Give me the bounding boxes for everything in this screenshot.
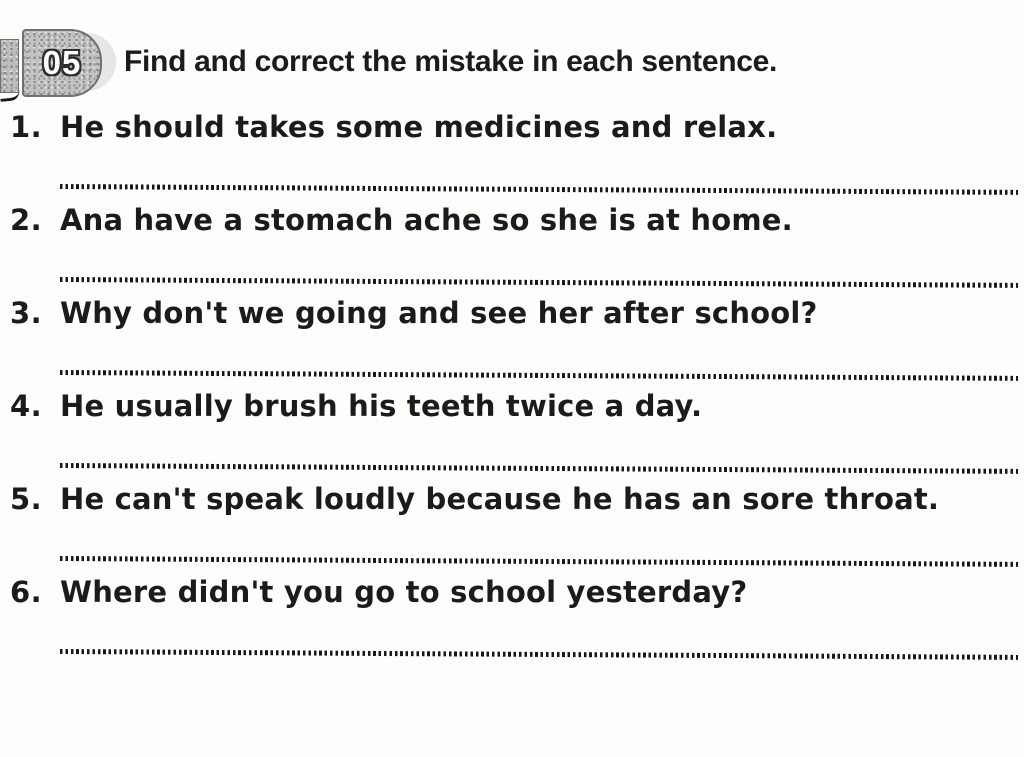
question-number: 1.	[10, 110, 43, 144]
sentence-row	[0, 110, 1024, 158]
sentence-row	[0, 575, 1024, 623]
exercise-item	[0, 482, 1024, 561]
exercise-list	[0, 110, 1024, 654]
question-sentence: Why don't we going and see her after school?	[60, 296, 818, 330]
question-number: 3.	[10, 296, 43, 330]
sentence-row	[0, 389, 1024, 437]
answer-blank-line	[60, 556, 1018, 567]
answer-blank-line	[60, 649, 1018, 660]
question-sentence: He should takes some medicines and relax.	[60, 110, 778, 144]
answer-blank-line	[60, 463, 1018, 474]
sentence-row	[0, 296, 1024, 344]
exercise-header	[0, 0, 1024, 94]
sentence-row	[0, 203, 1024, 251]
exercise-title: Find and correct the mistake in each sentence.	[124, 45, 778, 78]
answer-blank-line	[60, 370, 1018, 381]
question-sentence: He usually brush his teeth twice a day.	[60, 389, 703, 423]
question-sentence: Ana have a stomach ache so she is at home.	[60, 203, 793, 237]
badge-pill	[22, 29, 102, 97]
question-number: 4.	[10, 389, 43, 423]
question-number: 5.	[10, 482, 43, 516]
badge-left-tab	[0, 39, 19, 93]
question-sentence: Where didn't you go to school yesterday?	[60, 575, 748, 609]
exercise-item	[0, 389, 1024, 468]
question-number: 2.	[10, 203, 43, 237]
scan-artifact-mark	[0, 90, 20, 102]
exercise-item	[0, 296, 1024, 375]
exercise-item	[0, 110, 1024, 189]
exercise-number-badge	[0, 29, 120, 93]
answer-blank-line	[60, 277, 1018, 288]
exercise-number: 05	[42, 44, 82, 81]
exercise-item	[0, 575, 1024, 654]
sentence-row	[0, 482, 1024, 530]
question-number: 6.	[10, 575, 43, 609]
question-sentence: He can't speak loudly because he has an sore throat.	[60, 482, 940, 516]
exercise-item	[0, 203, 1024, 282]
answer-blank-line	[60, 184, 1018, 195]
